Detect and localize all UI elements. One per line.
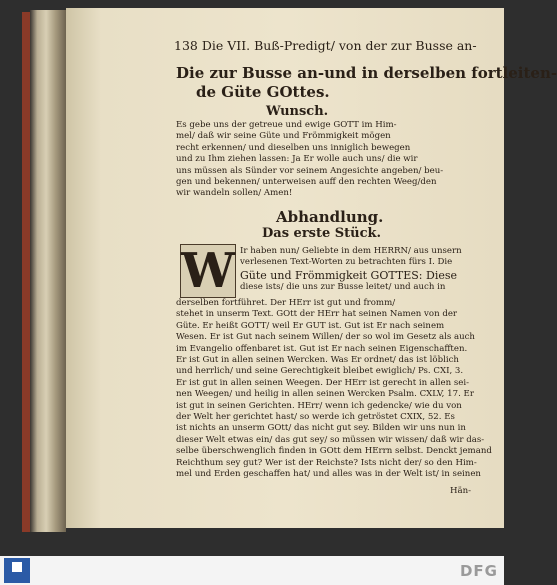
wunsch-line: wir wandeln sollen/ Amen! — [176, 188, 293, 199]
decorated-initial — [180, 244, 236, 298]
wunsch-line: uns müssen als Sünder vor seinem Angesichte angeben/ beu- — [176, 165, 444, 176]
catchword: Hän- — [450, 486, 472, 496]
francke-foundation-logo[interactable] — [4, 558, 30, 583]
body-line: mel und Erden geschaffen hat/ und alles was in der Welt ist/ in seinen — [176, 469, 481, 480]
page-title — [176, 64, 557, 102]
running-head: 138 Die VII. Buß-Predigt/ von der zur Busse an- — [174, 38, 477, 53]
body-line: nen Weegen/ und heilig in allen seinen Wercken Psalm. CXLV, 17. Er — [176, 389, 474, 400]
book-page — [66, 8, 557, 528]
body-line: stehet in unserm Text. GOtt der HErr hat seinen Namen von der — [176, 309, 458, 320]
wunsch-line: Es gebe uns der getreue und ewige GOTT im Him- — [176, 120, 397, 130]
francke-logo-icon — [12, 562, 22, 572]
body-line: Er ist Gut in allen seinen Wercken. Was Er ordnet/ das ist löblich — [176, 355, 459, 366]
body-line: dieser Welt etwas ein/ das gut sey/ so müssen wir wissen/ daß wir das- — [176, 434, 485, 445]
main-paragraph — [176, 298, 492, 481]
body-line: im Evangelio offenbaret ist. Gut ist Er nach seinen Eigenschafften. — [176, 343, 468, 354]
intro-line: verlesenen Text-Worten zu betrachten fürs I. Die — [240, 257, 453, 268]
intro-line: Ir haben nun/ Geliebte in dem HERRN/ aus unsern — [240, 246, 462, 256]
body-line: der Welt her gerichtet hast/ so werde ich getröstet CXIX, 52. Es — [176, 412, 455, 423]
decorated-initial-letter: W — [181, 243, 235, 299]
body-line: und herrlich/ und seine Gerechtigkeit bleibet ewiglich/ Ps. CXI, 3. — [176, 366, 464, 377]
intro-line: diese ists/ die uns zur Busse leitet/ und auch in — [240, 281, 446, 292]
body-line: Reichthum sey gut? Wer ist der Reichste? Ists nicht der/ so den Him- — [176, 457, 477, 468]
body-line: Güte. Er heißt GOTT/ weil Er GUT ist. Gut ist Er nach seinem — [176, 320, 445, 331]
wunsch-paragraph — [176, 120, 476, 200]
wunsch-line: gen und bekennen/ unterweisen auff den rechten Weeg/den — [176, 177, 437, 188]
wunsch-line: mel/ daß wir seine Güte und Frömmigkeit mögen — [176, 131, 391, 142]
title-line-2: de Güte GOttes. — [196, 83, 330, 101]
stueck-heading: Das erste Stück. — [262, 226, 382, 241]
book-fore-edge — [30, 10, 66, 532]
title-line-1: Die zur Busse an-und in derselben fortleiten- — [176, 64, 557, 82]
body-line: Wesen. Er ist Gut nach seinem Willen/ der so wol im Gesetz als auch — [176, 332, 475, 343]
body-line: ist nichts an unserm GOtt/ das nicht gut sey. Bilden wir uns nun in — [176, 423, 466, 434]
abhandlung-heading: Abhandlung. — [276, 208, 384, 226]
wunsch-line: recht erkennen/ und dieselben uns inniglich bewegen — [176, 142, 411, 153]
intro-paragraph — [240, 246, 476, 293]
body-line: derselben fortführet. Der HErr ist gut und fromm/ — [176, 298, 396, 308]
wunsch-heading: Wunsch. — [266, 104, 329, 119]
footer-bar — [0, 556, 504, 585]
body-line: selbe überschwenglich finden in GOtt dem HErrn selbst. Denckt jemand — [176, 446, 492, 457]
intro-line: Güte und Frömmigkeit GOTTES: Diese — [240, 268, 458, 282]
dfg-logo[interactable]: DFG — [459, 562, 498, 580]
wunsch-line: und zu Ihm ziehen lassen: Ja Er wolle auch uns/ die wir — [176, 154, 418, 165]
body-line: ist gut in seinen Gerichten. HErr/ wenn ich gedencke/ wie du von — [176, 400, 462, 411]
body-line: Er ist gut in allen seinen Weegen. Der HErr ist gerecht in allen sei- — [176, 377, 470, 388]
